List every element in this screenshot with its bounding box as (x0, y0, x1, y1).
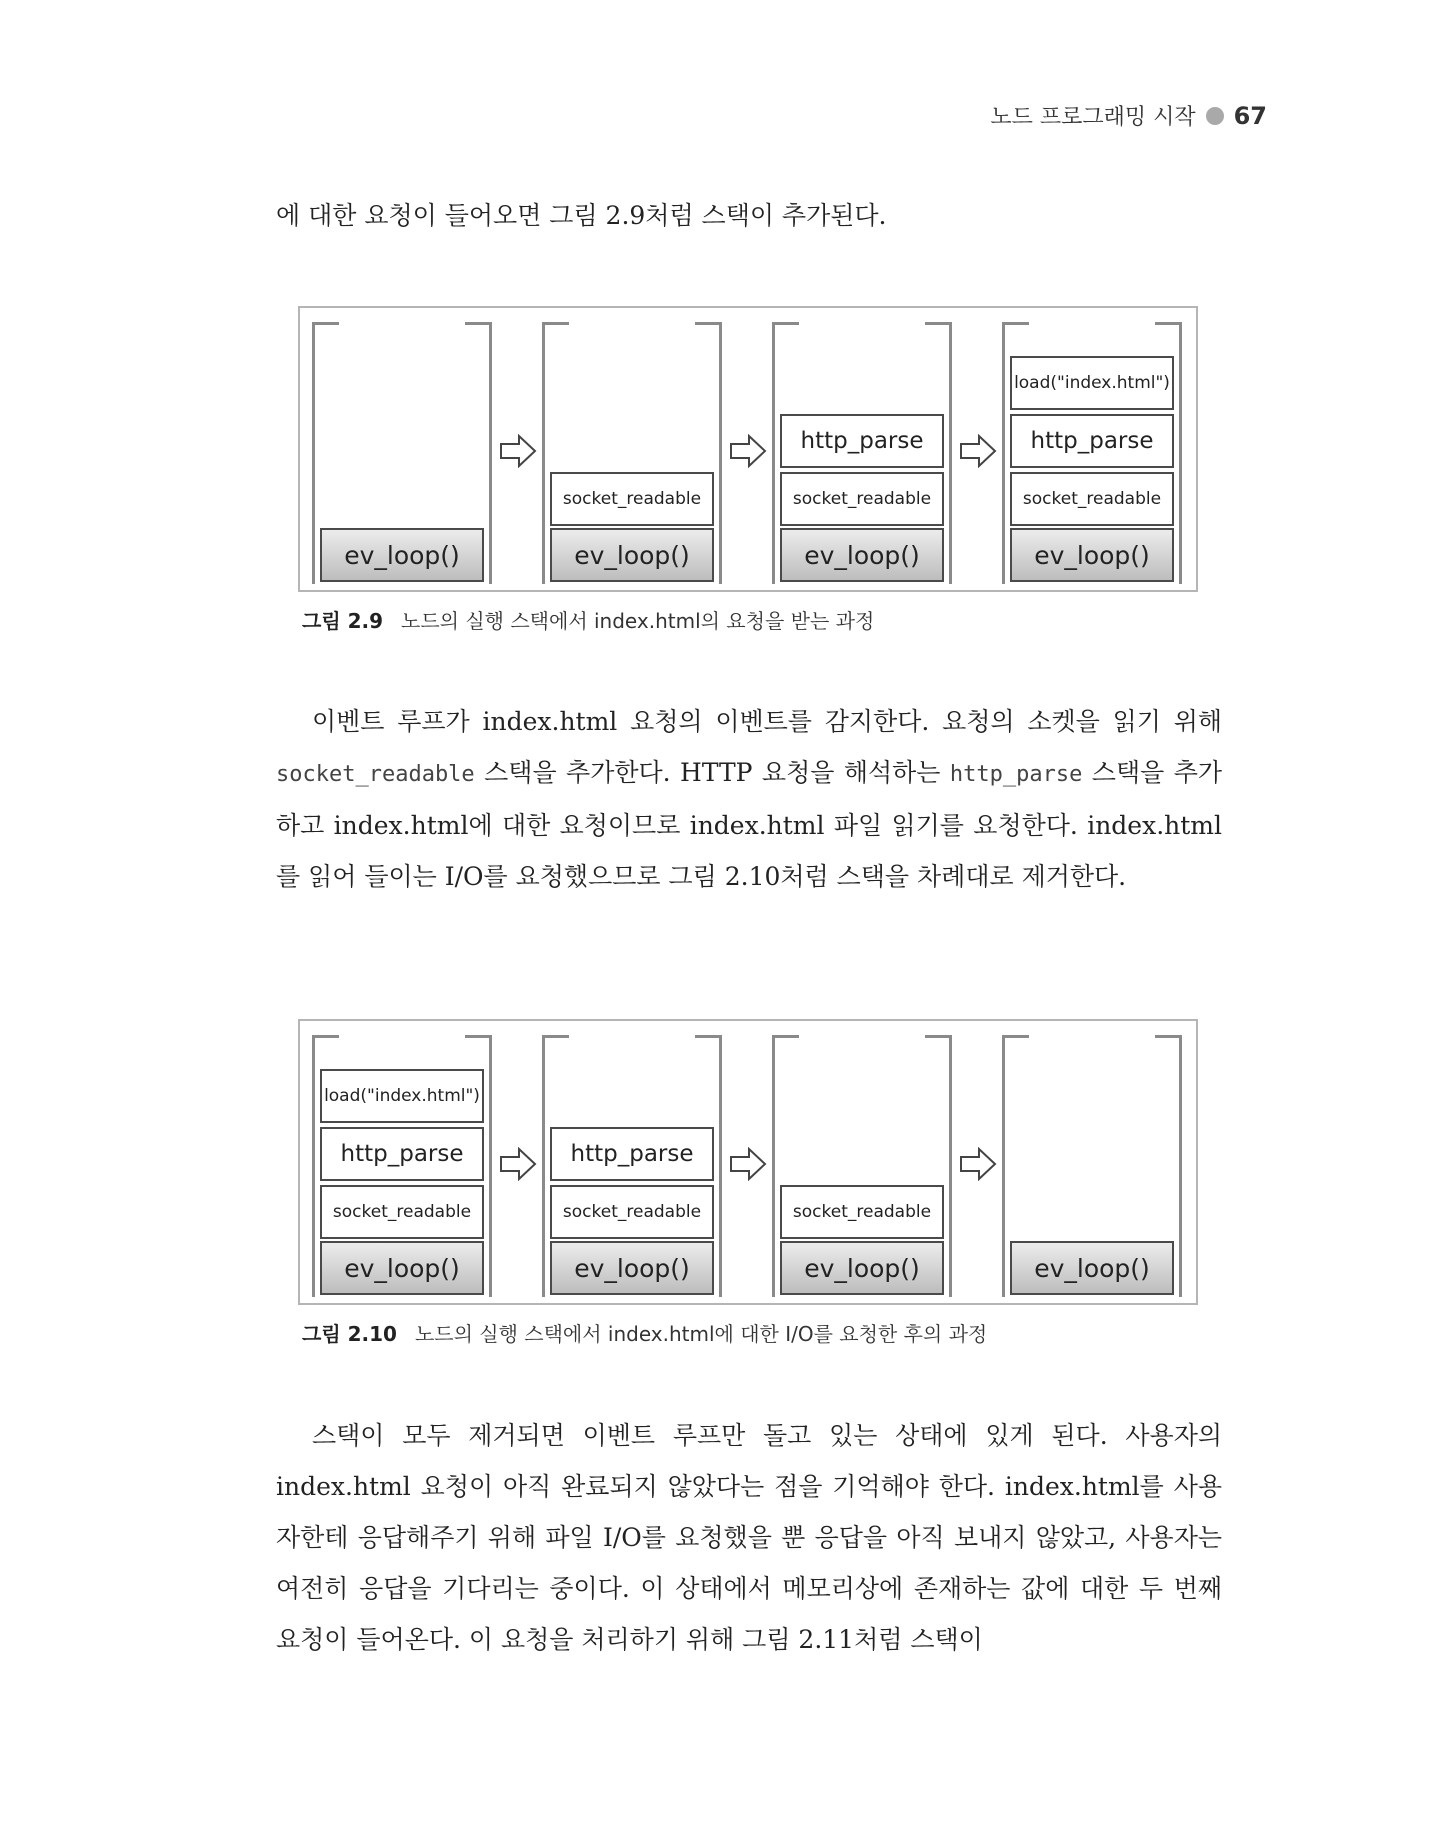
caption-label: 그림 2.10 (302, 1322, 397, 1346)
call-stack (542, 1035, 722, 1297)
right-arrow-icon (959, 434, 997, 468)
figure-caption (302, 605, 874, 634)
right-arrow-icon (729, 1147, 767, 1181)
intro-paragraph: 에 대한 요청이 들어오면 그림 2.9처럼 스택이 추가된다. (276, 201, 887, 230)
stack-frame: ev_loop() (550, 1241, 714, 1295)
bullet-dot-icon (1206, 107, 1224, 125)
stack-frame: ev_loop() (1010, 528, 1174, 582)
stack-frame: ev_loop() (1010, 1241, 1174, 1295)
page-number: 67 (1233, 101, 1267, 130)
stack-frame: ev_loop() (320, 1241, 484, 1295)
body-text: 스택이 모두 제거되면 이벤트 루프만 돌고 있는 상태에 있게 된다. 사용자의 index.html 요청이 아직 완료되지 않았다는 점을 기억해야 한다. index.html를 사용자한테 응답해주기 위해 파일 I/O를 요청했을 뿐 응답을 아직 보내지 않았고, 사용자는 여전히 응답을 기다리는 중이다. 이 상태에서 메모리상에 존재하는 값에 대한 두 번째 요청이 들어온다. 이 요청을 처리하기 위해 그림 2.11처럼 스택이 (276, 1421, 1222, 1654)
body-text: 스택을 추가한다. HTTP 요청을 해석하는 (474, 758, 950, 787)
inline-code: http_parse (949, 762, 1083, 787)
stack-frame: load("index.html") (1010, 356, 1174, 410)
figure-2-10 (298, 1019, 1198, 1305)
call-stack (312, 322, 492, 584)
stack-frame: load("index.html") (320, 1069, 484, 1123)
stack-frame: ev_loop() (550, 528, 714, 582)
stack-frame: socket_readable (1010, 472, 1174, 526)
figure-2-9 (298, 306, 1198, 592)
call-stack (312, 1035, 492, 1297)
body-paragraph (276, 1410, 1222, 1665)
stack-frame: socket_readable (550, 472, 714, 526)
stack-frame: socket_readable (780, 472, 944, 526)
stack-frame: http_parse (780, 414, 944, 468)
stack-frame: socket_readable (550, 1185, 714, 1239)
right-arrow-icon (729, 434, 767, 468)
right-arrow-icon (499, 1147, 537, 1181)
stack-frame: ev_loop() (320, 528, 484, 582)
call-stack (1002, 1035, 1182, 1297)
stack-frame: http_parse (1010, 414, 1174, 468)
call-stack (772, 1035, 952, 1297)
caption-label: 그림 2.9 (302, 609, 384, 633)
body-text: 이벤트 루프가 index.html 요청의 이벤트를 감지한다. 요청의 소켓을 읽기 위해 (312, 707, 1222, 736)
body-paragraph (276, 696, 1222, 902)
running-head (990, 100, 1267, 131)
stack-frame: ev_loop() (780, 1241, 944, 1295)
figure-caption (302, 1318, 987, 1347)
right-arrow-icon (499, 434, 537, 468)
right-arrow-icon (959, 1147, 997, 1181)
body-text: 스택을 추가하고 index.html에 대한 요청이므로 index.html 파일 읽기를 요청한다. index.html를 읽어 들이는 I/O를 요청했으므로 그림 2.10처럼 스택을 차례대로 제거한다. (276, 758, 1222, 891)
stack-frame: socket_readable (780, 1185, 944, 1239)
chapter-title: 노드 프로그래밍 시작 (990, 105, 1196, 130)
stack-frame: http_parse (550, 1127, 714, 1181)
stack-frame: ev_loop() (780, 528, 944, 582)
caption-text: 노드의 실행 스택에서 index.html에 대한 I/O를 요청한 후의 과정 (414, 1322, 988, 1346)
stack-frame: http_parse (320, 1127, 484, 1181)
inline-code: socket_readable (276, 762, 475, 787)
call-stack (772, 322, 952, 584)
stack-frame: socket_readable (320, 1185, 484, 1239)
call-stack (1002, 322, 1182, 584)
call-stack (542, 322, 722, 584)
caption-text: 노드의 실행 스택에서 index.html의 요청을 받는 과정 (401, 609, 875, 633)
